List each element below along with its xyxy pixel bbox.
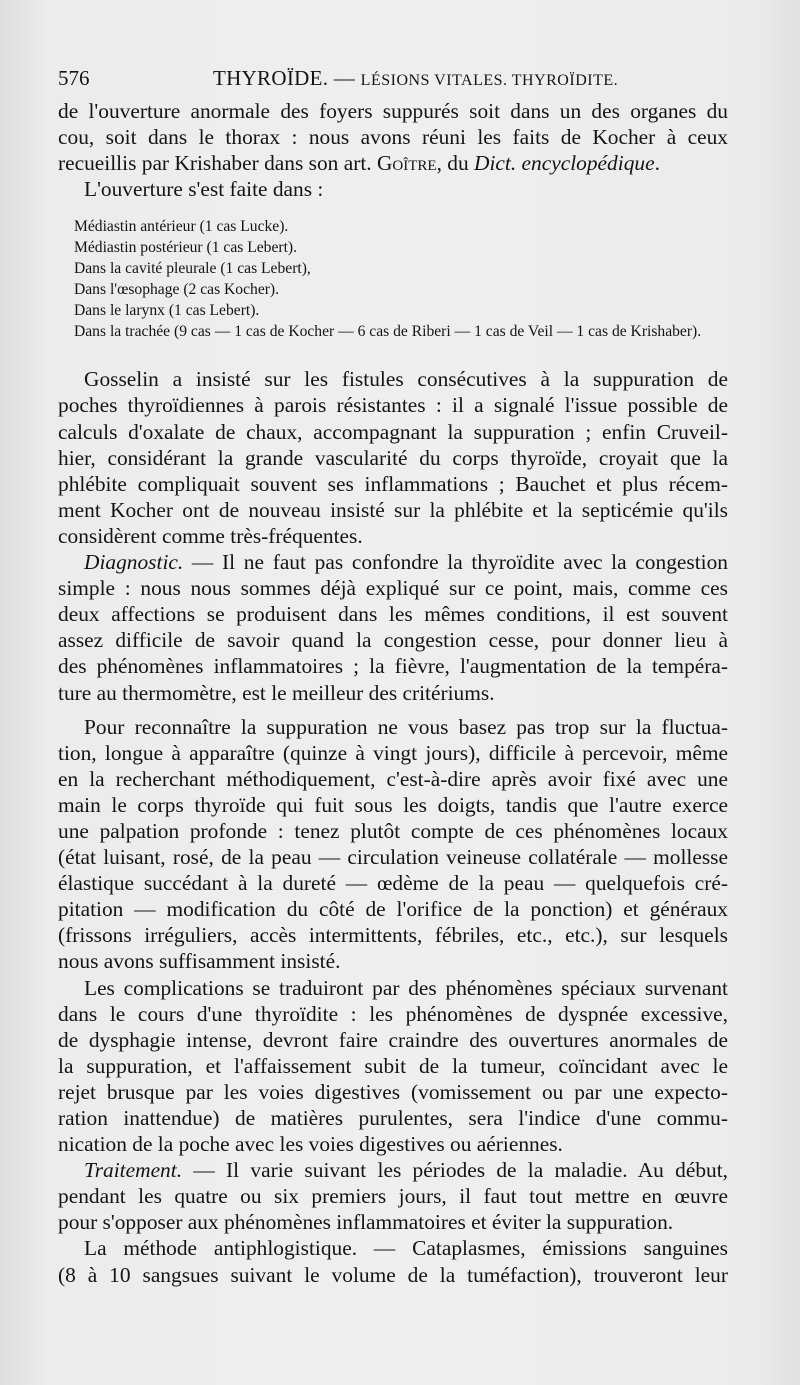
- text-line: Gosselin a insisté sur les fistules consécutives à la suppuration de: [84, 367, 728, 392]
- text-line: de dysphagie intense, devront faire craindre des ouvertures anormales de: [58, 1027, 728, 1052]
- page-number: 576: [58, 66, 90, 90]
- running-header: [58, 66, 728, 94]
- article-title: Goître: [376, 151, 437, 176]
- text-line: Les complications se traduiront par des phénomènes spéciaux survenant: [84, 975, 728, 1000]
- text-line: assez difficile de savoir quand la congestion cesse, pour donner lieu à: [58, 628, 728, 653]
- text-line: ration inattendue) de matières purulentes, sera l'indice d'une commu-: [58, 1106, 728, 1130]
- list-item: Dans le larynx (1 cas Lebert).: [74, 302, 260, 320]
- text-line: calculs d'oxalate de chaux, accompagnant la suppuration ; enfin Cruveil-: [58, 419, 728, 444]
- text-line: pitation — modification du côté de l'orifice de la ponction) et généraux: [58, 897, 728, 922]
- text-line: rejet brusque par les voies digestives (vomissement ou par une expecto-: [58, 1079, 728, 1104]
- text-line: nous avons suffisamment insisté.: [58, 949, 341, 974]
- text-line: en la recherchant méthodiquement, c'est-à-dire après avoir fixé avec une: [58, 766, 728, 791]
- header-title-main: THYROÏDE. —: [213, 66, 361, 90]
- text-line: des phénomènes inflammatoires ; la fièvre, l'augmentation de la tempéra-: [58, 654, 728, 679]
- paragraph-3: [58, 366, 728, 549]
- text-line: nication de la poche avec les voies digestives ou aériennes.: [58, 1132, 563, 1157]
- text-line: hier, considérant la grande vascularité du corps thyroïde, croyait que la: [58, 445, 728, 470]
- paragraph-2: L'ouverture s'est faite dans :: [84, 177, 324, 202]
- section-label-diagnostic: Diagnostic.: [84, 550, 184, 575]
- text-line: de l'ouverture anormale des foyers suppurés soit dans un des organes du: [58, 99, 728, 123]
- text-line: tion, longue à apparaître (quinze à vingt jours), difficile à percevoir, même: [58, 740, 728, 765]
- text-line: La méthode antiphlogistique. — Cataplasmes, émissions sanguines: [84, 1236, 728, 1261]
- list-item: Médiastin postérieur (1 cas Lebert).: [74, 239, 297, 257]
- text-line: élastique succédant à la dureté — œdème de la peau — quelquefois cré-: [58, 871, 728, 896]
- text-line: cou, soit dans le thorax : nous avons réuni les faits de Kocher à ceux: [58, 125, 728, 150]
- text-line: [58, 1157, 728, 1183]
- text-line: main le corps thyroïde qui fuit sous les doigts, tandis que l'autre exerce: [58, 792, 728, 817]
- paragraph-8: [58, 1235, 728, 1287]
- paragraph-traitement: [58, 1157, 728, 1235]
- text-line: pendant les quatre ou six premiers jours, il faut tout mettre en œuvre: [58, 1184, 728, 1209]
- text-run: recueillis par Krishaber dans son art.: [58, 151, 377, 176]
- text-line: phlébite compliquait souvent ses inflammations ; Bauchet et plus récem-: [58, 471, 728, 496]
- header-subtitle: LÉSIONS VITALES. THYROÏDITE.: [360, 72, 619, 89]
- text-line: [58, 150, 728, 176]
- paragraph-diagnostic: [58, 549, 728, 706]
- header-title: [213, 66, 618, 91]
- page-body: [58, 98, 728, 1288]
- text-line: simple : nous nous sommes déjà expliqué sur ce point, mais, comme ces: [58, 576, 728, 601]
- paragraph-5: [58, 714, 728, 975]
- publication-title: Dict. encyclopédique: [474, 151, 655, 176]
- text-line: deux affections se produisent dans les mêmes conditions, il est souvent: [58, 602, 728, 627]
- text-line: une palpation profonde : tenez plutôt compte de ces phénomènes locaux: [58, 818, 728, 843]
- section-label-traitement: Traitement.: [84, 1158, 183, 1183]
- text-line: pour s'opposer aux phénomènes inflammatoires et éviter la suppuration.: [58, 1210, 674, 1235]
- text-line: [58, 549, 728, 575]
- paragraph-1: [58, 98, 728, 176]
- text-line: poches thyroïdiennes à parois résistantes : il a signalé l'issue possible de: [58, 393, 728, 418]
- text-run: — Il varie suivant les périodes de la maladie. Au début,: [182, 1158, 728, 1183]
- text-line: Pour reconnaître la suppuration ne vous basez pas trop sur la fluctua-: [84, 714, 728, 739]
- text-run: , du: [436, 151, 475, 176]
- text-line: ment Kocher ont de nouveau insisté sur la phlébite et la septicémie qu'ils: [58, 497, 728, 522]
- text-line: la suppuration, et l'affaissement subit de la tumeur, coïncidant avec le: [58, 1053, 728, 1078]
- text-line: (frissons irréguliers, accès intermittents, fébriles, etc., etc.), sur lesquels: [58, 923, 728, 948]
- text-line: dans le cours d'une thyroïdite : les phénomènes de dyspnée excessive,: [58, 1001, 728, 1026]
- list-item: Dans l'œsophage (2 cas Kocher).: [74, 281, 280, 299]
- text-line: ture au thermomètre, est le meilleur des critériums.: [58, 680, 495, 705]
- text-line: (8 à 10 sangsues suivant le volume de la tuméfaction), trouveront leur: [58, 1262, 728, 1287]
- paragraph-6: [58, 975, 728, 1158]
- list-item: Médiastin antérieur (1 cas Lucke).: [74, 218, 289, 236]
- text-line: considèrent comme très-fréquentes.: [58, 523, 363, 548]
- list-item: Dans la cavité pleurale (1 cas Lebert),: [74, 260, 311, 278]
- list-item: Dans la trachée (9 cas — 1 cas de Kocher — 6 cas de Riberi — 1 cas de Veil — 1 cas de Krishaber).: [74, 323, 702, 341]
- case-list: [74, 216, 728, 321]
- text-run: — Il ne faut pas confondre la thyroïdite avec la congestion: [183, 550, 728, 575]
- text-run: .: [654, 151, 660, 176]
- text-line: (état luisant, rosé, de la peau — circulation veineuse collatérale — mollesse: [58, 845, 728, 870]
